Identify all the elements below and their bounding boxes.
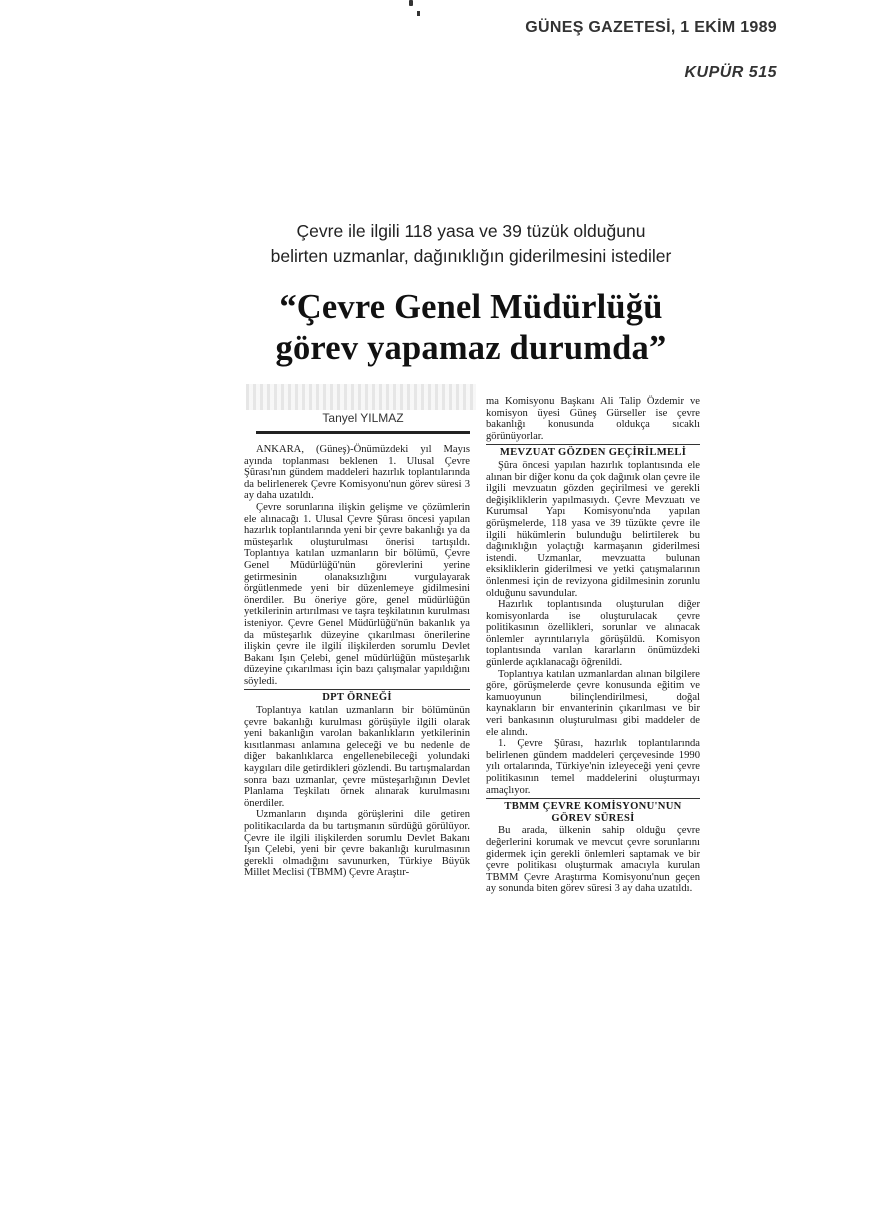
paragraph: Uzmanların dışında görüşlerini dile getiren politikacılarda da bu tartışmanın sürdüğü görülüyor. Çevre ile ilgili ilişkilerden sorumlu Devlet Bakanı Işın Çelebi, yeni bir çevre bakanlığı kurulmasının gerekli olmadığını savunurken, Türkiye Büyük Millet Meclisi (TBMM) Çevre Araştır- (244, 809, 470, 879)
paragraph: Şûra öncesi yapılan hazırlık toplantısında ele alınan bir diğer konu da çok dağınık olan çevre ile ilgili mevzuatın gözden geçirilmesi ve gerekli değişikliklerin yapılmasıydı. Çevre Mevzuatı ve Kurumsal Yapı Komisyonu'nda yapılan görüşmelerde, 118 yasa ve 39 tüzükte çevre ile ilgili hükümlerin bulunduğu belirtilerek bu dağınıklığın yolaçtığı karmaşanın giderilmesi istendi. Uzmanlar, mevzuatta bulunan eksikliklerin giderilmesi ve yetki çatışmalarının önlenmesi için de revizyona gidilmesinin zorunlu olduğunu savundular. (486, 459, 700, 599)
article-headline (240, 287, 702, 369)
headline-line: görev yapamaz durumda” (275, 329, 667, 367)
subheading: MEVZUAT GÖZDEN GEÇİRİLMELİ (486, 444, 700, 459)
article-column-left (244, 444, 470, 879)
scan-mark (409, 0, 413, 6)
article-deck (240, 219, 702, 269)
paragraph: ma Komisyonu Başkanı Ali Talip Özdemir ve komisyon üyesi Güneş Gürseller ise çevre bakanlığı konusunda oldukça sıcaklı görünüyorlar. (486, 396, 700, 442)
scan-mark (417, 11, 420, 16)
subheading: DPT ÖRNEĞİ (244, 689, 470, 704)
faded-photo-strip (246, 384, 476, 410)
paragraph: Toplantıya katılan uzmanlardan alınan bilgilere göre, görüşmelerde çevre konusunda eğitim ve kamuoyunun bilinçlendirilmesi, doğal kaynakların bir envanterinin çıkarılması ve bir veri bankasının oluşturulması gibi maddeler de ele alındı. (486, 668, 700, 738)
deck-line: Çevre ile ilgili 118 yasa ve 39 tüzük olduğunu (296, 221, 646, 241)
clipping-number: KUPÜR 515 (684, 64, 777, 81)
newspaper-source: GÜNEŞ GAZETESİ, 1 EKİM 1989 (525, 19, 777, 36)
paragraph: ANKARA, (Güneş)-Önümüzdeki yıl Mayıs ayında toplanması beklenen 1. Ulusal Çevre Şûrası'nın gündem maddeleri hazırlık toplantılarında da belirlenerek Çevre Komisyonu'nun görev süresi 3 ay daha uzatıldı. (244, 444, 470, 502)
paragraph: Toplantıya katılan uzmanların bir bölümünün çevre bakanlığı kurulması görüşüyle ilgili olarak yeni bakanlığın varolan bakanlıkların yetkilerinin kısıtlanması anlamına geleceği ve bu nedenle de diğer bakanlıklarca engellenebileceği yolundaki kaygıları dile getirdikleri gözlendi. Bu tartışmalardan sonra bazı uzmanlar, çevre müsteşarlığının Devlet Planlama Teşkilatı örnek alınarak kurulmasını önerdiler. (244, 705, 470, 809)
newspaper-clipping (236, 213, 706, 1130)
byline: Tanyel YILMAZ (322, 411, 404, 425)
headline-line: “Çevre Genel Müdürlüğü (279, 288, 663, 326)
deck-line: belirten uzmanlar, dağınıklığın giderilmesini istediler (270, 246, 672, 266)
byline-rule (256, 431, 470, 434)
paragraph: Hazırlık toplantısında oluşturulan diğer komisyonlarda ise oluşturulacak çevre politikasının özellikleri, sorunlar ve alınacak önlemler ayrıntılarıyla görüşüldü. Komisyon toplantısında varılan kararların önümüzdeki günlerde açıklanacağı öğrenildi. (486, 599, 700, 669)
paragraph: Bu arada, ülkenin sahip olduğu çevre değerlerini korumak ve mevcut çevre sorunlarını gidermek için gerekli önlemleri saptamak ve bir çevre politikası oluşturmak amacıyla kurulan TBMM Çevre Araştırma Komisyonu'nun geçen ay sonunda biten görev süresi 3 ay daha uzatıldı. (486, 825, 700, 895)
subheading: TBMM ÇEVRE KOMİSYONU'NUN GÖREV SÜRESİ (486, 798, 700, 824)
article-column-right (486, 396, 700, 895)
paragraph: Çevre sorunlarına ilişkin gelişme ve çözümlerin ele alınacağı 1. Ulusal Çevre Şûrası öncesi yapılan hazırlık toplantılarında yeni bir çevre bakanlığı ya da müsteşarlık oluşturulması önerisi tartışıldı. Toplantıya katılan uzmanların bir bölümü, Çevre Genel Müdürlüğü'nün görevlerini yerine getirmesinin olanaksızlığını vurgulayarak örgütlenmede yeni bir düzenlemeye gidilmesini önerdiler. Bu öneriye göre, genel müdürlüğün yetkilerinin artırılması ve taşra teşkilatının kurulması isteniyor. Çevre Genel Müdürlüğü'nün bakanlık ya da müsteşarlık düzeyine çıkarılması önerilerine ilişkin çevre ile ilgili ilişkilerden sorumlu Devlet Bakanı Işın Çelebi, genel müdürlüğün müsteşarlık düzeyine çıkarılması için bazı çalışmalar yapıldığını söyledi. (244, 501, 470, 687)
paragraph: 1. Çevre Şûrası, hazırlık toplantılarında belirlenen gündem maddeleri çerçevesinde 1990 yılı ortalarında, Türkiye'nin izleyeceği yeni çevre politikasının temel maddelerini oluşturmayı amaçlıyor. (486, 738, 700, 796)
